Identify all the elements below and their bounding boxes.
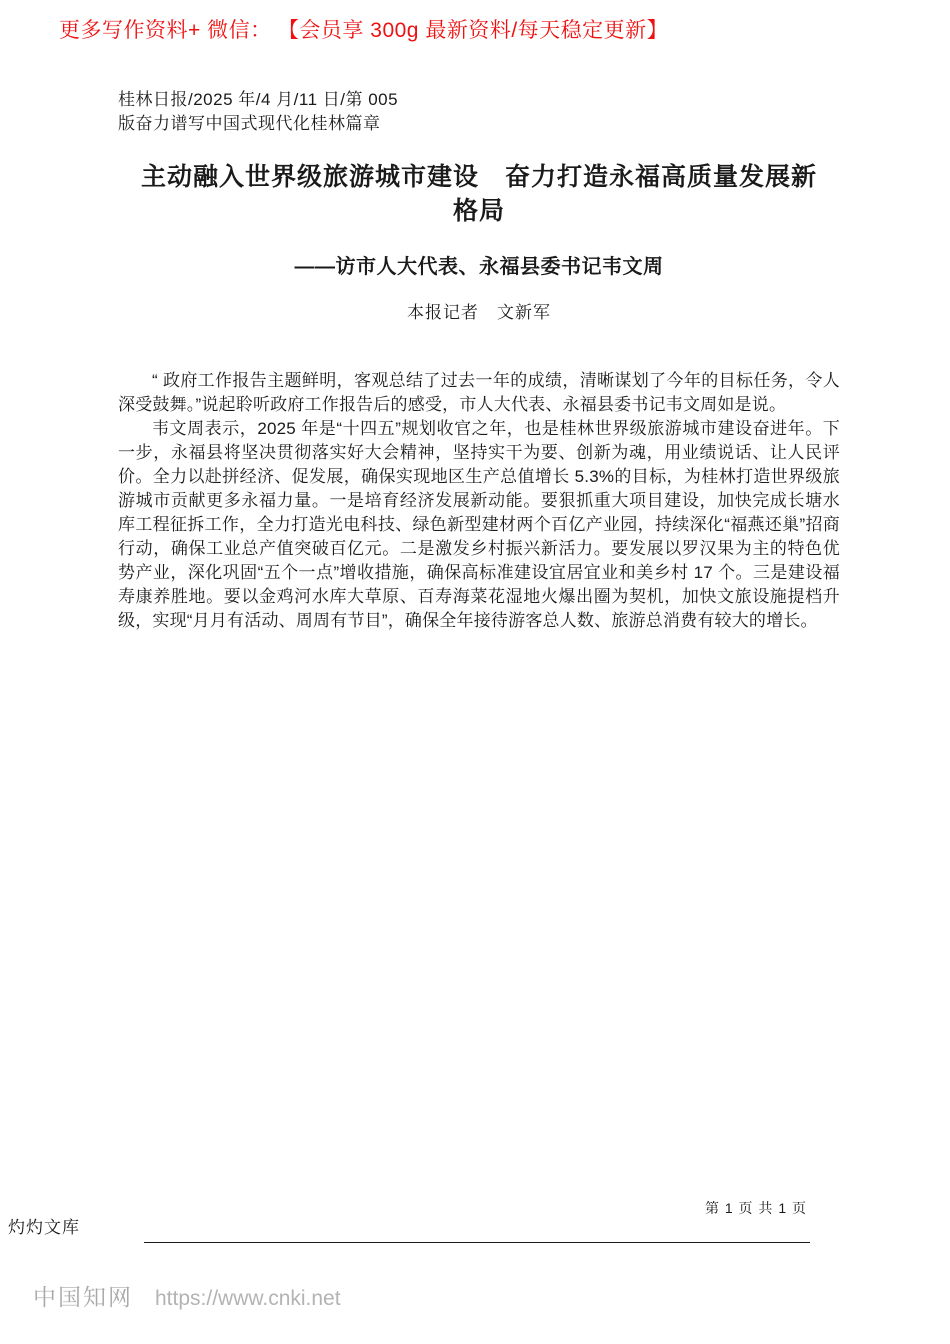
paragraph: 韦文周表示，2025 年是“十四五”规划收官之年，也是桂林世界级旅游城市建设奋进年。下一步，永福县将坚决贯彻落实好大会精神，坚持实干为要、创新为魂，用业绩说话、让人民评价。全力以赴拼经济、促发展，确保实现地区生产总值增长 5.3%的目标，为桂林打造世界级旅游城市贡献更多永福力量。一是培育经济发展新动能。要狠抓重大项目建设，加快完成长塘水库工程征拆工作，全力打造光电科技、绿色新型建材两个百亿产业园，持续深化“福燕还巢”招商行动，确保工业总产值突破百亿元。二是激发乡村振兴新活力。要发展以罗汉果为主的特色优势产业，深化巩固“五个一点”增收措施，确保高标准建设宜居宜业和美乡村 17 个。三是建设福寿康养胜地。要以金鸡河水库大草原、百寿海菜花湿地火爆出圈为契机，加快文旅设施提档升级，实现“月月有活动、周周有节目”，确保全年接待游客总人数、旅游总消费有较大的增长。 [118,419,840,630]
article-subtitle: ——访市人大代表、永福县委书记韦文周 [294,256,664,278]
cnki-url: https://www.cnki.net [155,1287,341,1310]
library-name: 灼灼文库 [8,1218,80,1237]
article-title-line-2: 格局 [452,197,505,225]
article-byline: 本报记者 文新军 [407,303,551,322]
cnki-watermark [33,1279,341,1312]
article-body [118,369,840,633]
source-line-1: 桂林日报/2025 年/4 月/11 日/第 005 [118,90,399,109]
footer-divider [144,1242,810,1243]
source-line-2: 版奋力谱写中国式现代化桂林篇章 [118,114,381,133]
paragraph: “ 政府工作报告主题鲜明，客观总结了过去一年的成绩，清晰谋划了今年的目标任务，令人深受鼓舞。”说起聆听政府工作报告后的感受，市人大代表、永福县委书记韦文周如是说。 [118,371,840,414]
article-title [118,160,840,228]
promo-banner: 更多写作资料+ 微信： 【会员享 300g 最新资料/每天稳定更新】 [59,19,669,42]
article-content [118,0,840,633]
source-block [118,88,840,136]
article-title-line-1: 主动融入世界级旅游城市建设 奋力打造永福高质量发展新 [140,163,817,191]
page-indicator: 第 1 页 共 1 页 [704,1200,807,1216]
cnki-logo-text: 中国知网 [33,1284,133,1310]
